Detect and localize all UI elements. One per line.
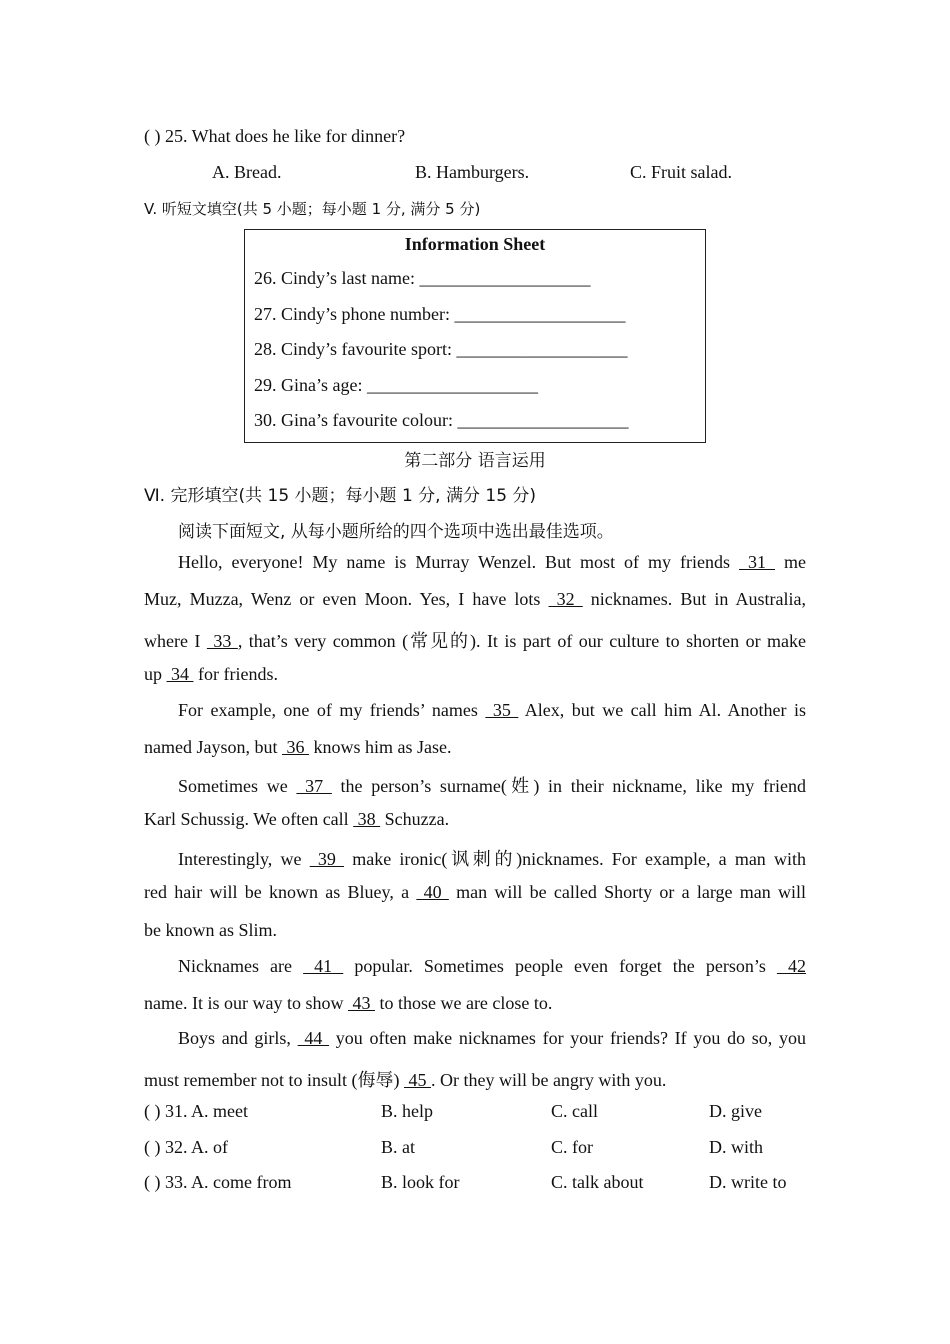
passage-line: named Jayson, but 36 knows him as Jase. xyxy=(144,737,452,757)
passage-line: must remember not to insult (侮辱) 45 . Or they will be angry with you. xyxy=(144,1070,667,1090)
blank-41: 41 xyxy=(303,956,344,976)
info-item-28: 28. Cindy’s favourite sport: ___________________ xyxy=(254,339,628,359)
option-a: 31. A. meet xyxy=(165,1101,248,1121)
passage-line: For example, one of my friends’ names 35 Alex, but we call him Al. Another is xyxy=(178,700,806,720)
blank-39: 39 xyxy=(309,849,345,869)
option-c: C. Fruit salad. xyxy=(630,162,732,182)
option-b: B. look for xyxy=(381,1172,460,1192)
option-c: C. for xyxy=(551,1137,593,1157)
option-b: B. help xyxy=(381,1101,433,1121)
info-item-26: 26. Cindy’s last name: ___________________ xyxy=(254,268,591,288)
info-item-29: 29. Gina’s age: ___________________ xyxy=(254,375,538,395)
option-d: D. give xyxy=(709,1101,762,1121)
passage-line: Karl Schussig. We often call 38 Schuzza. xyxy=(144,809,450,829)
passage-line: Muz, Muzza, Wenz or even Moon. Yes, I have lots 32 nicknames. But in Australia, xyxy=(144,589,806,609)
passage-line: Sometimes we 37 the person’s surname(姓) in their nickname, like my friend xyxy=(178,776,806,796)
information-sheet xyxy=(244,229,706,443)
answer-paren: ( ) xyxy=(144,1101,161,1121)
blank-35: 35 xyxy=(485,700,519,720)
blank-40: 40 xyxy=(416,882,449,902)
section-6-instruction: 阅读下面短文, 从每小题所给的四个选项中选出最佳选项。 xyxy=(178,522,614,542)
blank-43: 43 xyxy=(347,993,375,1013)
blank-37: 37 xyxy=(296,776,332,796)
passage-line: up 34 for friends. xyxy=(144,664,278,684)
option-d: D. write to xyxy=(709,1172,787,1192)
blank-38: 38 xyxy=(353,809,381,829)
passage-line: Interestingly, we 39 make ironic(讽刺的)nicknames. For example, a man with xyxy=(178,849,806,869)
blank-33: 33 xyxy=(206,631,238,651)
passage-line: Nicknames are 41 popular. Sometimes people even forget the person’s 42 xyxy=(178,956,806,976)
part-2-title: 第二部分 语言运用 xyxy=(404,451,546,471)
section-6-title: Ⅵ. 完形填空(共 15 小题；每小题 1 分, 满分 15 分) xyxy=(144,486,537,506)
answer-paren: ( ) xyxy=(144,126,161,146)
option-a: A. Bread. xyxy=(212,162,282,182)
info-item-27: 27. Cindy’s phone number: ___________________ xyxy=(254,304,626,324)
passage-line: be known as Slim. xyxy=(144,920,277,940)
section-5-title: V. 听短文填空(共 5 小题；每小题 1 分, 满分 5 分) xyxy=(144,200,481,218)
passage-line: name. It is our way to show 43 to those we are close to. xyxy=(144,993,553,1013)
question-33 xyxy=(144,1172,291,1193)
option-b: B. at xyxy=(381,1137,415,1157)
passage-line: red hair will be known as Bluey, a 40 man will be called Shorty or a large man will xyxy=(144,882,806,902)
option-a: 33. A. come from xyxy=(165,1172,292,1192)
passage-line: Hello, everyone! My name is Murray Wenzel. But most of my friends 31 me xyxy=(178,552,806,572)
blank-44: 44 xyxy=(297,1028,330,1048)
answer-paren: ( ) xyxy=(144,1172,161,1192)
blank-34: 34 xyxy=(166,664,194,684)
option-c: C. talk about xyxy=(551,1172,644,1192)
question-25 xyxy=(144,126,405,147)
answer-paren: ( ) xyxy=(144,1137,161,1157)
option-d: D. with xyxy=(709,1137,763,1157)
option-b: B. Hamburgers. xyxy=(415,162,530,182)
question-stem: 25. What does he like for dinner? xyxy=(165,126,406,146)
option-c: C. call xyxy=(551,1101,598,1121)
info-item-30: 30. Gina’s favourite colour: ___________________ xyxy=(254,410,629,430)
blank-32: 32 xyxy=(548,589,583,609)
passage-line: Boys and girls, 44 you often make nicknames for your friends? If you do so, you xyxy=(178,1028,807,1048)
blank-31: 31 xyxy=(739,552,776,572)
blank-36: 36 xyxy=(281,737,309,757)
passage-line: where I 33 , that’s very common (常见的). It is part of our culture to shorten or make xyxy=(144,631,807,651)
option-a: 32. A. of xyxy=(165,1137,228,1157)
info-sheet-title: Information Sheet xyxy=(404,234,546,254)
blank-45: 45 xyxy=(403,1070,431,1090)
question-31 xyxy=(144,1101,248,1122)
question-32 xyxy=(144,1137,228,1158)
blank-42: 42 xyxy=(776,956,806,976)
